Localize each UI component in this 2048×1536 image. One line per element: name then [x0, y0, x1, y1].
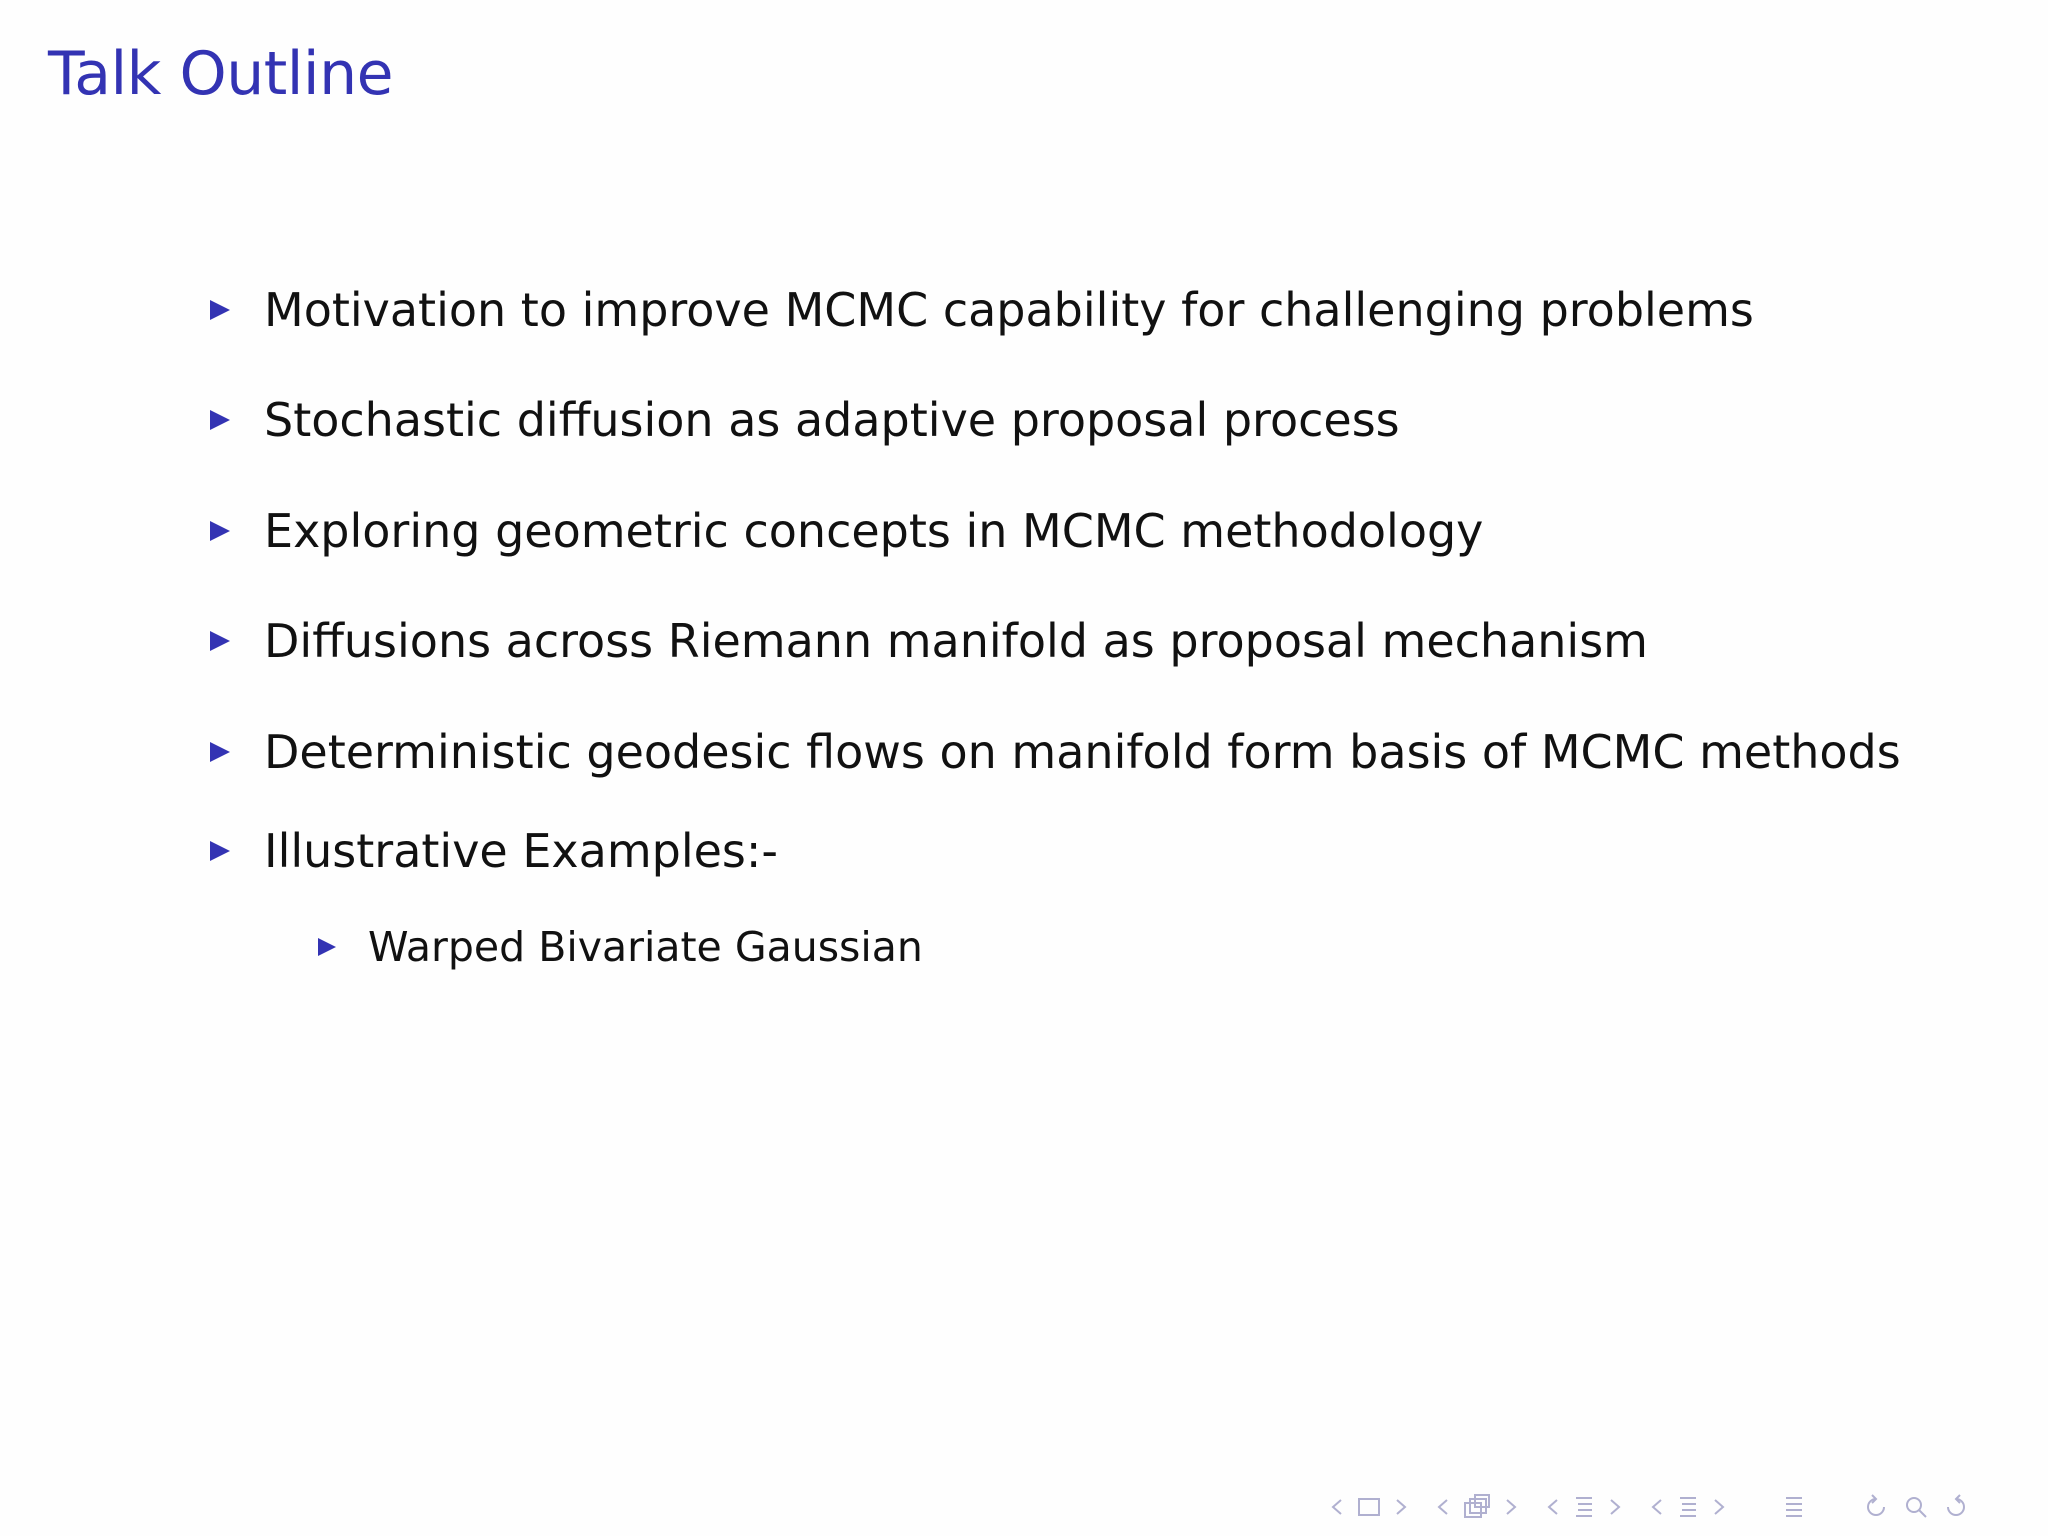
section-icon[interactable]	[1572, 1493, 1596, 1521]
prev-arrow-icon[interactable]	[1436, 1495, 1450, 1519]
triangle-bullet-icon	[210, 300, 230, 320]
triangle-bullet-icon	[318, 938, 336, 956]
list-item	[0, 724, 1901, 780]
list-item-label: Exploring geometric concepts in MCMC methodology	[264, 504, 1484, 558]
next-arrow-icon[interactable]	[1608, 1495, 1622, 1519]
prev-arrow-icon[interactable]	[1650, 1495, 1664, 1519]
next-arrow-icon[interactable]	[1712, 1495, 1726, 1519]
list-item	[0, 392, 1400, 448]
forward-icon[interactable]	[1942, 1493, 1970, 1521]
section-list-icon[interactable]	[1676, 1493, 1700, 1521]
list-item	[0, 503, 1483, 559]
align-icon[interactable]	[1782, 1493, 1806, 1521]
next-arrow-icon[interactable]	[1504, 1495, 1518, 1519]
triangle-bullet-icon	[210, 841, 230, 861]
triangle-bullet-icon	[210, 742, 230, 762]
list-item	[0, 282, 1754, 338]
list-item	[0, 823, 778, 879]
list-item	[0, 613, 1648, 669]
sub-list-item-label: Warped Bivariate Gaussian	[368, 923, 923, 971]
prev-arrow-icon[interactable]	[1546, 1495, 1560, 1519]
list-item-label: Stochastic diffusion as adaptive proposal process	[264, 393, 1400, 447]
prev-arrow-icon[interactable]	[1330, 1495, 1344, 1519]
list-item-label: Diffusions across Riemann manifold as proposal mechanism	[264, 614, 1648, 668]
next-arrow-icon[interactable]	[1394, 1495, 1408, 1519]
back-icon[interactable]	[1862, 1493, 1890, 1521]
list-item-label: Deterministic geodesic flows on manifold form basis of MCMC methods	[264, 725, 1901, 779]
list-item-label: Motivation to improve MCMC capability for challenging problems	[264, 283, 1754, 337]
triangle-bullet-icon	[210, 631, 230, 651]
beamer-navigation-bar	[1330, 1490, 1970, 1524]
triangle-bullet-icon	[210, 521, 230, 541]
sub-list-item	[0, 922, 923, 972]
list-item-label: Illustrative Examples:-	[264, 824, 778, 878]
slide-title: Talk Outline	[48, 39, 394, 109]
subsection-icon[interactable]	[1462, 1493, 1492, 1521]
slide-frame-icon[interactable]	[1356, 1495, 1382, 1519]
triangle-bullet-icon	[210, 410, 230, 430]
search-icon[interactable]	[1902, 1493, 1930, 1521]
